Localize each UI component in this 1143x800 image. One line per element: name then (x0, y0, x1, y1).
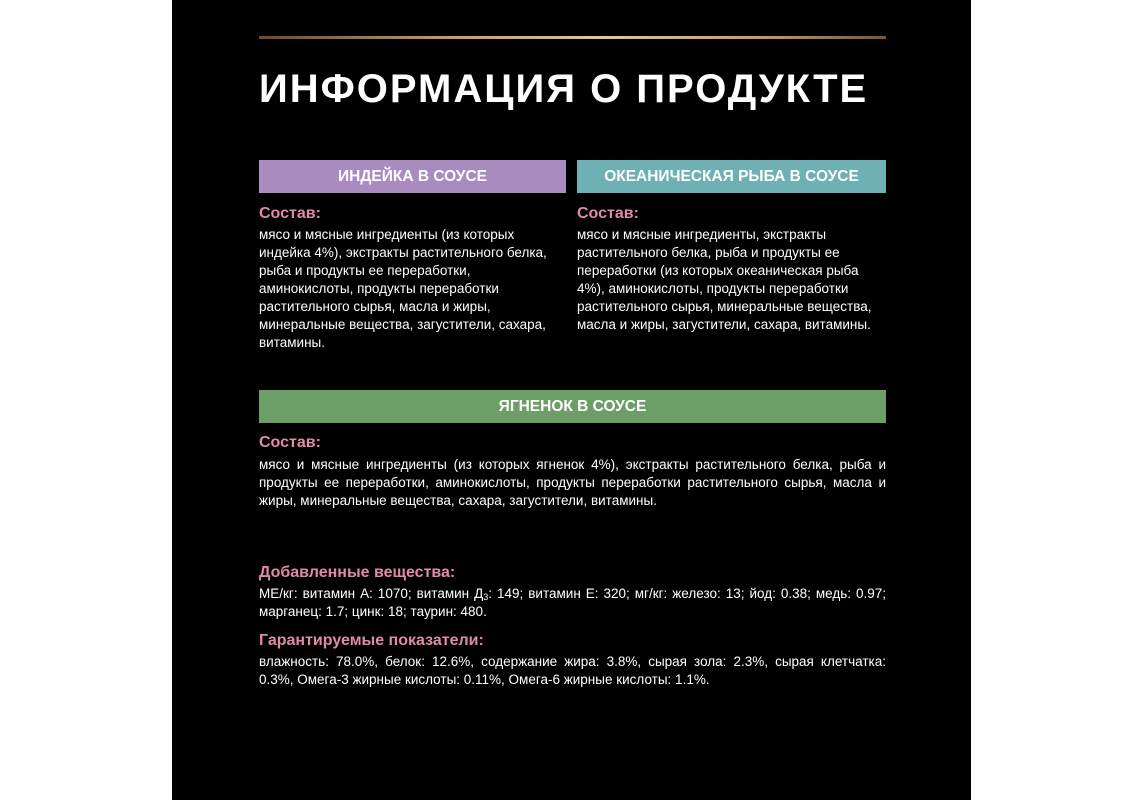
composition-text-turkey: мясо и мясные ингредиенты (из которых индейка 4%), экстракты растительного белка, рыба и продукты ее переработки, аминокислоты, продукты переработки растительного сырья, масла и жиры, минеральные вещества, загустители, сахара, витамины. (259, 227, 547, 350)
composition-text-lamb: мясо и мясные ингредиенты (из которых ягненок 4%), экстракты растительного белка, рыба и продукты ее переработки, аминокислоты, продукты переработки растительного сырья, масла и жиры, минеральные вещества, сахара, загустители, витамины. (259, 457, 886, 508)
page-title: ИНФОРМАЦИЯ О ПРОДУКТЕ (259, 67, 869, 111)
guaranteed-heading: Гарантируемые показатели: (259, 632, 484, 649)
composition-text-ocean-fish: мясо и мясные ингредиенты, экстракты растительного белка, рыба и продукты ее переработки (из которых океаническая рыба 4%), аминокислоты, продукты переработки растительного сырья, минеральные вещества, масла и жиры, загустители, сахара, витамины. (577, 227, 872, 332)
composition-heading-ocean-fish: Состав: (577, 205, 639, 222)
product-banner-turkey: ИНДЕЙКА В СОУСЕ (259, 160, 566, 193)
product-banner-ocean-fish: ОКЕАНИЧЕСКАЯ РЫБА В СОУСЕ (577, 160, 886, 193)
product-info-panel (172, 0, 971, 800)
additives-text (259, 585, 886, 621)
additives-subscript: 3 (483, 592, 489, 602)
composition-heading-lamb: Состав: (259, 434, 321, 451)
gold-divider (259, 36, 886, 39)
guaranteed-text: влажность: 78.0%, белок: 12.6%, содержание жира: 3.8%, сырая зола: 2.3%, сырая клетчатка: 0.3%, Омега-3 жирные кислоты: 0.11%, Омега-6 жирные кислоты: 1.1%. (259, 654, 886, 687)
composition-heading-turkey: Состав: (259, 205, 321, 222)
additives-text-part2: : 149; витамин Е: 320; мг/кг: железо: 13; йод: 0.38; медь: 0.97; марганец: 1.7; цинк: 18; таурин: 480. (259, 586, 886, 619)
product-banner-lamb: ЯГНЕНОК В СОУСЕ (259, 390, 886, 423)
additives-heading: Добавленные вещества: (259, 564, 456, 581)
additives-text-part1: МЕ/кг: витамин А: 1070; витамин Д (259, 586, 484, 601)
